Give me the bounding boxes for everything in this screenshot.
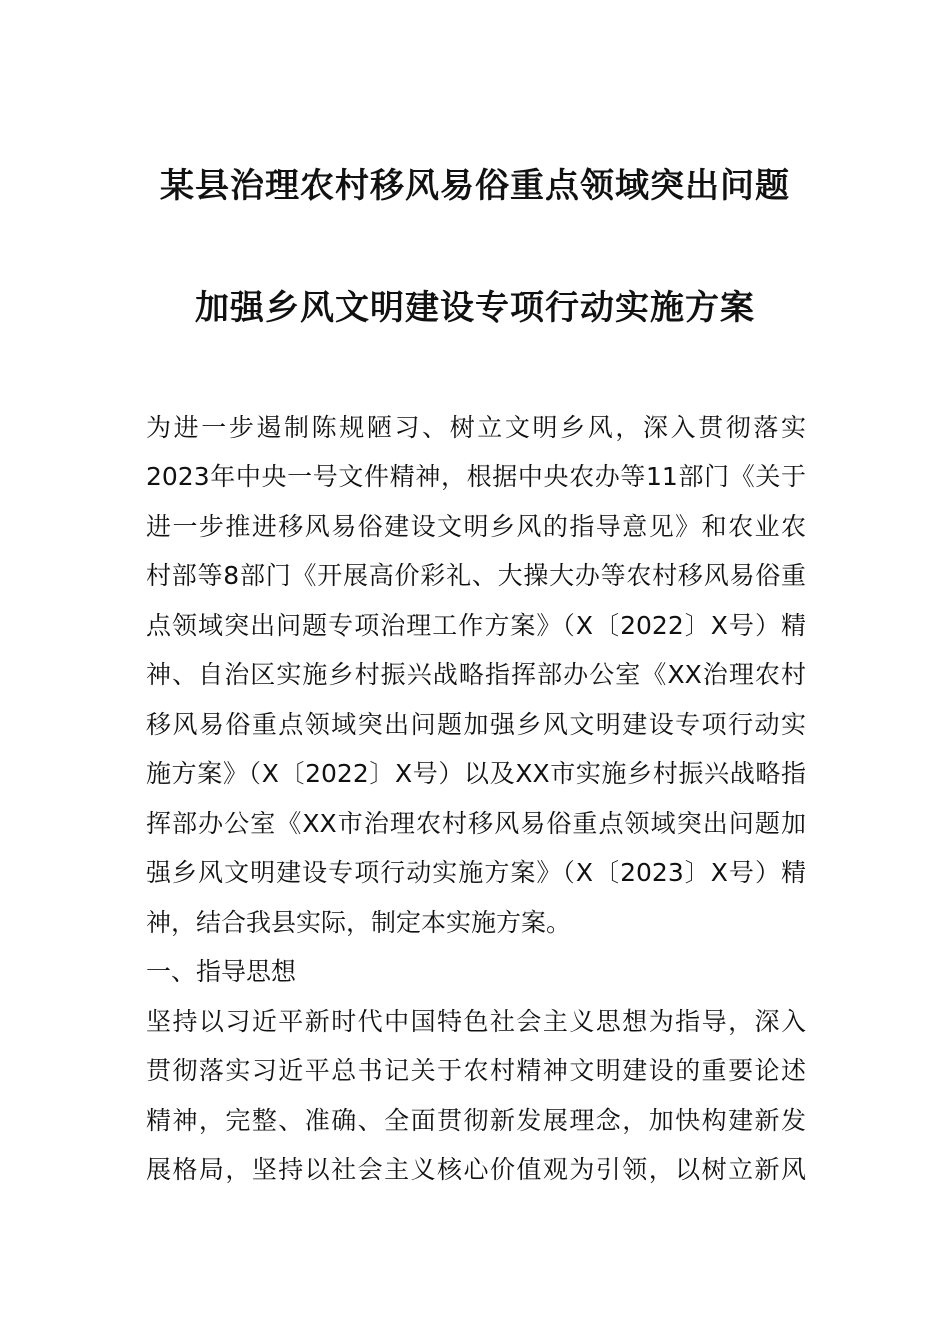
document-title-line-2: 加强乡风文明建设专项行动实施方案 xyxy=(195,288,755,328)
intro-paragraph-line: 强乡风文明建设专项行动实施方案》（X〔2023〕X号）精 xyxy=(146,858,806,887)
section-paragraph-line: 精神，完整、准确、全面贯彻新发展理念，加快构建新发 xyxy=(146,1106,806,1135)
intro-paragraph-line: 进一步推进移风易俗建设文明乡风的指导意见》和农业农 xyxy=(146,512,806,541)
intro-paragraph-line: 点领域突出问题专项治理工作方案》（X〔2022〕X号）精 xyxy=(146,611,806,640)
intro-paragraph-line: 挥部办公室《XX市治理农村移风易俗重点领域突出问题加 xyxy=(146,809,806,838)
intro-paragraph-line: 施方案》（X〔2022〕X号）以及XX市实施乡村振兴战略指 xyxy=(146,759,806,788)
intro-paragraph-line: 为进一步遏制陈规陋习、树立文明乡风，深入贯彻落实 xyxy=(146,413,806,442)
section-heading: 一、指导思想 xyxy=(146,957,297,986)
section-paragraph-line: 坚持以习近平新时代中国特色社会主义思想为指导，深入 xyxy=(146,1007,806,1036)
section-paragraph-line: 贯彻落实习近平总书记关于农村精神文明建设的重要论述 xyxy=(146,1056,806,1085)
intro-paragraph-line: 移风易俗重点领域突出问题加强乡风文明建设专项行动实 xyxy=(146,710,806,739)
intro-paragraph-line: 神，结合我县实际，制定本实施方案。 xyxy=(146,908,572,937)
document-title-line-1: 某县治理农村移风易俗重点领域突出问题 xyxy=(160,166,790,206)
intro-paragraph-line: 村部等8部门《开展高价彩礼、大操大办等农村移风易俗重 xyxy=(146,561,806,590)
intro-paragraph-line: 神、自治区实施乡村振兴战略指挥部办公室《XX治理农村 xyxy=(146,660,806,689)
section-paragraph-line: 展格局，坚持以社会主义核心价值观为引领，以树立新风 xyxy=(146,1155,806,1184)
intro-paragraph-line: 2023年中央一号文件精神，根据中央农办等11部门《关于 xyxy=(146,462,806,491)
